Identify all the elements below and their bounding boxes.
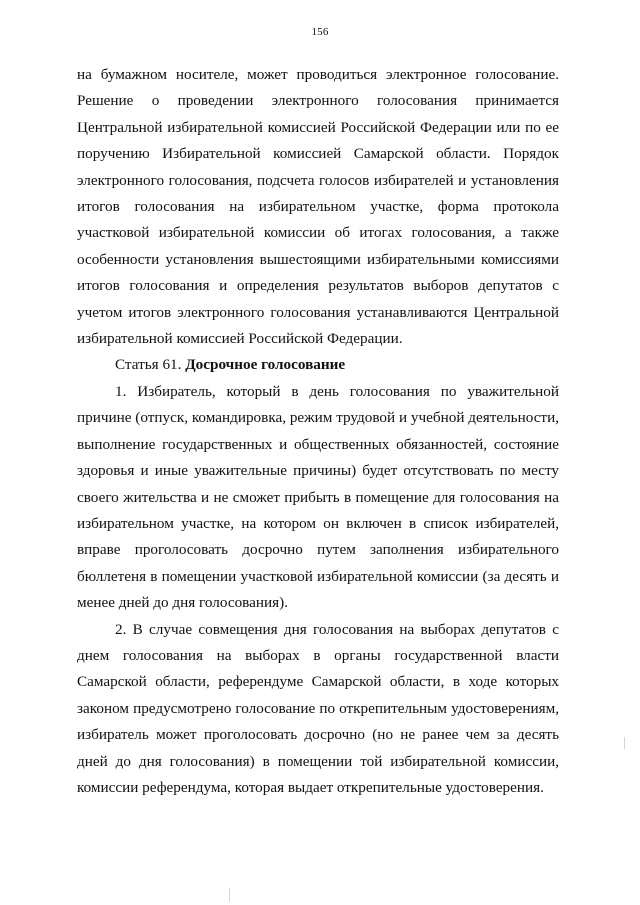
article-heading (77, 352, 559, 378)
page-number: 156 (311, 26, 329, 38)
document-body (77, 62, 559, 801)
scan-artifact-right (624, 737, 625, 749)
paragraph-point-2: 2. В случае совмещения дня голосования на выборах депутатов с днем голосования на выборах в органы государственной власти Самарской области, референдуме Самарской области, в ходе которых законом предусмотрено голосование по открепительным удостоверениям, избиратель может проголосовать досрочно (но не ранее чем за десять дней до дня голосования) в помещении той избирательной комиссии, комиссии референдума, которая выдает открепительные удостоверения. (77, 620, 559, 796)
scan-artifact-bottom (229, 888, 230, 902)
intro-paragraph: на бумажном носителе, может проводиться электронное голосование. Решение о проведении электронного голосования принимается Центральной избирательной комиссией Российской Федерации или по ее поручению Избирательной комиссией Самарской области. Порядок электронного голосования, подсчета голосов избирателей и установления итогов голосования на избирательном участке, форма протокола участковой избирательной комиссии об итогах голосования, а также особенности установления вышестоящими избирательными комиссиями итогов голосования и определения результатов выборов депутатов с учетом итогов электронного голосования устанавливаются Центральной избирательной комиссией Российской Федерации. (77, 66, 559, 348)
article-number: Статья 61. (115, 356, 182, 374)
paragraph-point-1: 1. Избиратель, который в день голосования по уважительной причине (отпуск, командировка, режим трудовой и учебной деятельности, выполнение государственных и общественных обязанностей, состояние здоровья и иные уважительные причины) будет отсутствовать по месту своего жительства и не сможет прибыть в помещение для голосования на избирательном участке, на котором он включен в список избирателей, вправе проголосовать досрочно путем заполнения избирательного бюллетеня в помещении участковой избирательной комиссии (за десять и менее дней до дня голосования). (77, 382, 559, 612)
article-title: Досрочное голосование (185, 356, 346, 374)
